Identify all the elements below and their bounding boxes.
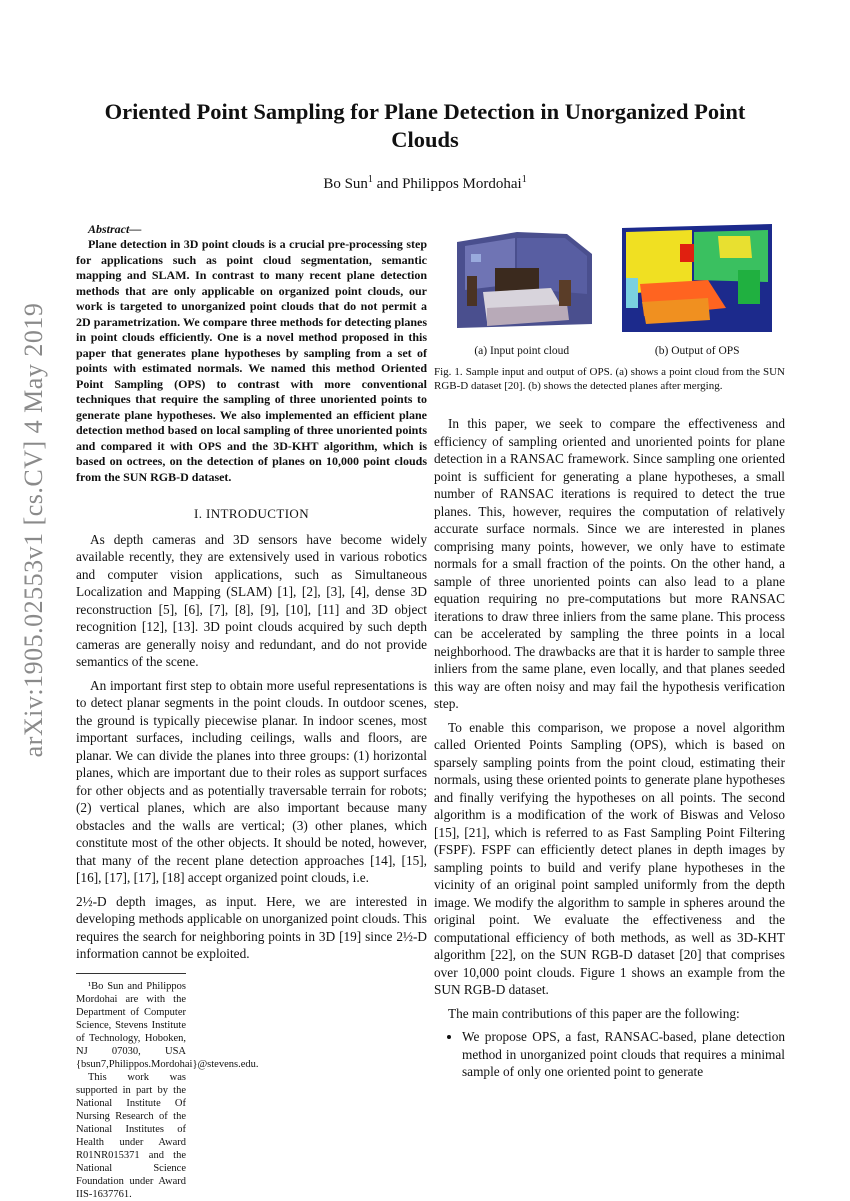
paper-title: Oriented Point Sampling for Plane Detection in Unorganized Point Clouds <box>104 99 746 152</box>
author-line: Bo Sun$^1$ and Philippos Mordohai$^1$ <box>323 174 527 192</box>
author-1: Bo Sun <box>323 176 368 192</box>
figure-1 <box>434 222 785 360</box>
left-column <box>76 222 427 1201</box>
author-2: Philippos Mordohai <box>402 176 522 192</box>
intro-paragraph: As depth cameras and 3D sensors have become widely available recently, they are extensively used in various robotics and computer vision applications, such as Simultaneous Localization and Mapping (SLAM) [1], [2], [3], [4], dense 3D reconstruction [5], [6], [7], [8], [9], [10], [11] and 3D object recognition [12], [13]. 3D point clouds acquired by such depth cameras are generally noisy and redundant, and do not provide semantics of the scene. <box>76 531 427 669</box>
footnote: ¹Bo Sun and Philippos Mordohai are with the Department of Computer Science, Stevens Institute of Technology, Hoboken, NJ 07030, USA {bsun7,Philippos.Mordohai}@stevens.edu. <box>76 980 259 1070</box>
footnote: This work was supported in part by the National Institute Of Nursing Research of the National Institutes of Health under Award R01NR015371 and the National Science Foundation under Award IIS-1637761. <box>76 1071 186 1200</box>
section-heading: I. INTRODUCTION <box>193 506 310 521</box>
right-column <box>434 222 785 1081</box>
body-paragraph: The main contributions of this paper are the following: <box>448 1005 740 1021</box>
arxiv-side-stamp: arXiv:1905.02553v1 [cs.CV] 4 May 2019 <box>19 302 48 758</box>
intro-paragraph: An important first step to obtain more useful representations is to detect planar segments in the point clouds. In outdoor scenes, the ground is typically piecewise planar. In indoor scenes, most important surfaces, including ceilings, walls and floors, are planar. We can divide the planes into three groups: (1) horizontal planes, which are important due to their roles as support surfaces for other objects and as potentially traversable terrain for robots; (2) vertical planes, which are also important because many obstacles and the walls are vertical; (3) other planes, which constitute most of the other objects. It should be noted, however, that many of the recent plane detection approaches [14], [15], [16], [17], [17], [18] accept organized point clouds, i.e. <box>76 677 427 885</box>
input-point-cloud-image <box>447 224 597 332</box>
figure-caption: Fig. 1. Sample input and output of OPS. (a) shows a point cloud from the SUN RGB-D dataset [20]. (b) shows the detected planes after merging. <box>434 366 785 392</box>
contributions-list <box>434 1028 785 1081</box>
body-paragraph: In this paper, we seek to compare the effectiveness and efficiency of sampling oriented and unoriented points for plane detection in a RANSAC framework. Since sampling one oriented point is sufficient for generating a plane hypotheses, a small number of RANSAC iterations is required to detect the true planes. This, however, requires the computation of relatively accurate surface normals. Since we are interested in planes comprising many points, however, we only have to estimate normals for a small fraction of the points. On the other hand, a sample of three unoriented points can also lead to a plane equation requiring no pre-computations but more RANSAC iterations to draw three inliers from the same plane. This process can be accelerated by sampling the three points in a local neighborhood. The drawbacks are that it is harder to sample three inliers from the same plane, even locally, and that planes seeded this way are often noisy and may fail the hypothesis verification step. <box>434 416 785 711</box>
intro-paragraph: 2½-D depth images, as input. Here, we are interested in developing methods applicable on unorganized point clouds. This requires the search for neighboring points in 3D [19] since 2½-D information cannot be exploited. <box>76 893 427 961</box>
subfigure-label-a: (a) Input point cloud <box>474 344 570 357</box>
list-item: • We propose OPS, a fast, RANSAC-based, plane detection method in unorganized point clouds that requires a minimal sample of only one oriented point to generate <box>462 1028 785 1081</box>
footnotes <box>76 973 259 1201</box>
abstract-text: Plane detection in 3D point clouds is a crucial pre-processing step for applications such as point cloud segmentation, semantic mapping and SLAM. In contrast to many recent plane detection methods that are only applicable on organized point clouds, our work is targeted to unorganized point clouds that do not permit a 2D parametrization. We compare three methods for detecting planes in point clouds efficiently. One is a novel method proposed in this paper that generates plane hypotheses by sampling from a set of points with estimated normals. We named this method Oriented Point Sampling (OPS) to contrast with more conventional techniques that require the sampling of three unoriented points to generate plane hypotheses. We also implemented an efficient plane detection method based on local sampling of three unoriented points and compared it with OPS and the 3D-KHT algorithm, which is based on octrees, on the detection of planes on 10,000 point clouds from the SUN RGB-D dataset. <box>76 237 427 484</box>
body-paragraph: To enable this comparison, we propose a novel algorithm called Oriented Points Sampling (OPS), which is based on sparsely sampling points from the point cloud, estimating their normals, using these oriented points to generate plane hypotheses and finally verifying the hypotheses on all points. The second algorithm is a modification of the work of Biswas and Veloso [15], [21], which is referred to as Fast Sampling Point Filtering (FSPF). FSPF can efficiently detect planes in depth images by sampling points to build and verify plane hypotheses in the vicinity of an original point sampled uniformly from the depth image. We modify the algorithm to sample in spheres around the original point. We evaluate the effectiveness and the computational efficiency of both methods, as well as 3D-KHT algorithm [22], on the SUN RGB-D dataset [20] that comprises over 10,000 point clouds. Figure 1 shows an example from the SUN RGB-D dataset. <box>434 719 785 997</box>
abstract-heading: Abstract— <box>88 222 142 236</box>
subfigure-label-b: (b) Output of OPS <box>654 344 740 357</box>
ops-output-image <box>622 224 772 332</box>
